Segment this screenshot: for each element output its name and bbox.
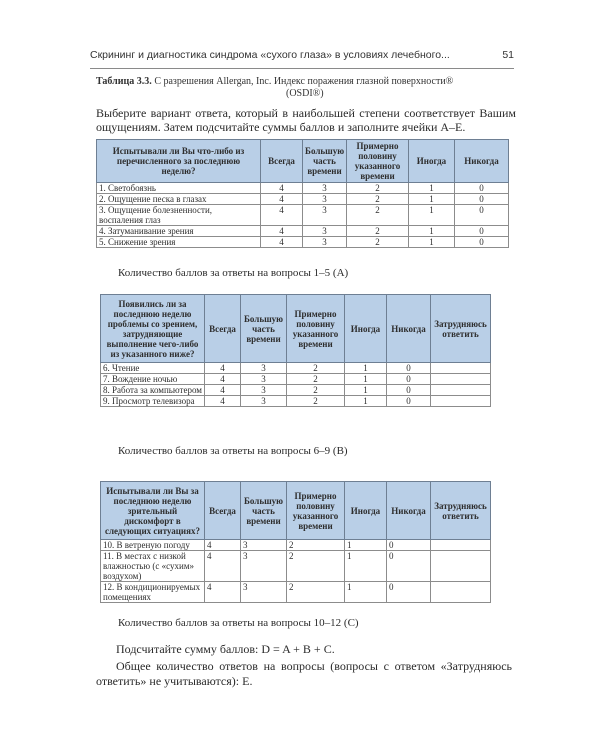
score-cell[interactable]: 2 xyxy=(347,237,409,248)
score-cell[interactable]: 4 xyxy=(205,582,241,603)
score-cell[interactable]: 0 xyxy=(387,551,431,582)
score-sum-c-label: Количество баллов за ответы на вопросы 10–12 (C) xyxy=(118,617,359,629)
score-cell[interactable]: 1 xyxy=(345,582,387,603)
column-header-question: Испытывали ли Вы за последнюю неделю зрительный дискомфорт в следующих ситуациях? xyxy=(101,482,205,540)
score-cell[interactable]: 1 xyxy=(345,396,387,407)
question-cell: 3. Ощущение болезненности, воспаления глаз xyxy=(97,205,261,226)
score-cell[interactable]: 1 xyxy=(409,183,455,194)
score-cell[interactable]: 4 xyxy=(205,363,241,374)
question-cell: 5. Снижение зрения xyxy=(97,237,261,248)
total-sum-instruction: Подсчитайте сумму баллов: D = A + B + C. xyxy=(116,642,335,656)
score-cell[interactable]: 2 xyxy=(287,540,345,551)
question-cell: 12. В кондиционируемых помещениях xyxy=(101,582,205,603)
question-cell: 2. Ощущение песка в глазах xyxy=(97,194,261,205)
column-header-always: Всегда xyxy=(205,295,241,363)
table-header-row xyxy=(101,482,491,540)
table-row xyxy=(97,205,509,226)
column-header-most-time: Большую часть времени xyxy=(241,295,287,363)
score-cell[interactable]: 2 xyxy=(287,396,345,407)
score-cell[interactable]: 0 xyxy=(455,226,509,237)
cannot-answer-cell[interactable] xyxy=(431,396,491,407)
score-cell[interactable]: 1 xyxy=(345,374,387,385)
table-caption-label: Таблица 3.3. xyxy=(96,76,152,87)
score-sum-a-label: Количество баллов за ответы на вопросы 1–5 (A) xyxy=(118,267,349,279)
score-cell[interactable]: 0 xyxy=(387,540,431,551)
score-cell[interactable]: 1 xyxy=(409,194,455,205)
table-row xyxy=(101,363,491,374)
column-header-always: Всегда xyxy=(205,482,241,540)
score-cell[interactable]: 4 xyxy=(261,183,303,194)
score-cell[interactable]: 3 xyxy=(303,194,347,205)
page-number: 51 xyxy=(502,49,514,61)
score-cell[interactable]: 0 xyxy=(455,205,509,226)
table-row xyxy=(101,551,491,582)
table-row xyxy=(101,396,491,407)
cannot-answer-cell[interactable] xyxy=(431,363,491,374)
score-cell[interactable]: 0 xyxy=(455,183,509,194)
cannot-answer-cell[interactable] xyxy=(431,540,491,551)
score-cell[interactable]: 3 xyxy=(303,205,347,226)
column-header-sometimes: Иногда xyxy=(409,140,455,183)
score-cell[interactable]: 3 xyxy=(303,183,347,194)
score-cell[interactable]: 4 xyxy=(261,237,303,248)
column-header-cannot-answer: Затрудняюсь ответить xyxy=(431,295,491,363)
score-cell[interactable]: 1 xyxy=(409,237,455,248)
score-cell[interactable]: 0 xyxy=(455,237,509,248)
score-sum-b-label: Количество баллов за ответы на вопросы 6–9 (B) xyxy=(118,445,348,457)
question-cell: 4. Затуманивание зрения xyxy=(97,226,261,237)
column-header-question: Появились ли за последнюю неделю проблемы со зрением, затрудняющие выполнение чего-либо из указанного ниже? xyxy=(101,295,205,363)
score-cell[interactable]: 4 xyxy=(205,551,241,582)
score-cell[interactable]: 4 xyxy=(205,385,241,396)
column-header-question: Испытывали ли Вы что-либо из перечисленного за последнюю неделю? xyxy=(97,140,261,183)
score-cell[interactable]: 0 xyxy=(387,385,431,396)
score-cell[interactable]: 3 xyxy=(241,363,287,374)
column-header-never: Никогда xyxy=(387,482,431,540)
score-cell[interactable]: 3 xyxy=(303,237,347,248)
column-header-sometimes: Иногда xyxy=(345,482,387,540)
score-cell[interactable]: 3 xyxy=(303,226,347,237)
running-header-title: Скрининг и диагностика синдрома «сухого глаза» в условиях лечебного... xyxy=(90,49,450,61)
question-cell: 1. Светобоязнь xyxy=(97,183,261,194)
score-cell[interactable]: 4 xyxy=(261,194,303,205)
score-cell[interactable]: 2 xyxy=(347,226,409,237)
score-cell[interactable]: 3 xyxy=(241,582,287,603)
cannot-answer-cell[interactable] xyxy=(431,374,491,385)
instructions-paragraph: Выберите вариант ответа, который в наибольшей степени соответствует Вашим ощущениям. Затем подсчитайте суммы баллов и заполните ячейки A–E. xyxy=(96,106,516,134)
score-cell[interactable]: 3 xyxy=(241,551,287,582)
score-cell[interactable]: 4 xyxy=(261,205,303,226)
table-row xyxy=(97,226,509,237)
column-header-half-time: Примерно половину указанного времени xyxy=(287,482,345,540)
score-cell[interactable]: 2 xyxy=(287,363,345,374)
questionnaire-table-1 xyxy=(96,139,509,248)
table-caption xyxy=(96,76,516,100)
question-cell: 11. В местах с низкой влажностью (с «сухим» воздухом) xyxy=(101,551,205,582)
table-caption-line2: (OSDI®) xyxy=(286,88,324,99)
cannot-answer-cell[interactable] xyxy=(431,385,491,396)
column-header-half-time: Примерно половину указанного времени xyxy=(347,140,409,183)
score-cell[interactable]: 4 xyxy=(205,374,241,385)
table-row xyxy=(97,237,509,248)
running-header xyxy=(90,46,514,69)
table-row xyxy=(97,183,509,194)
column-header-always: Всегда xyxy=(261,140,303,183)
question-cell: 10. В ветреную погоду xyxy=(101,540,205,551)
score-cell[interactable]: 4 xyxy=(205,540,241,551)
score-cell[interactable]: 2 xyxy=(287,582,345,603)
questionnaire-table-2 xyxy=(100,294,491,407)
question-cell: 7. Вождение ночью xyxy=(101,374,205,385)
score-cell[interactable]: 0 xyxy=(387,363,431,374)
score-cell[interactable]: 1 xyxy=(345,385,387,396)
column-header-half-time: Примерно половину указанного времени xyxy=(287,295,345,363)
score-cell[interactable]: 4 xyxy=(205,396,241,407)
column-header-never: Никогда xyxy=(455,140,509,183)
score-cell[interactable]: 3 xyxy=(241,374,287,385)
score-cell[interactable]: 2 xyxy=(347,205,409,226)
table-header-row xyxy=(101,295,491,363)
column-header-most-time: Большую часть времени xyxy=(241,482,287,540)
score-cell[interactable]: 2 xyxy=(287,374,345,385)
column-header-cannot-answer: Затрудняюсь ответить xyxy=(431,482,491,540)
cannot-answer-cell[interactable] xyxy=(431,551,491,582)
table-header-row xyxy=(97,140,509,183)
answer-count-instruction: Общее количество ответов на вопросы (вопросы с ответом «Затрудняюсь ответить» не учитываются): E. xyxy=(96,659,512,688)
score-cell[interactable]: 4 xyxy=(261,226,303,237)
score-cell[interactable]: 0 xyxy=(387,396,431,407)
score-cell[interactable]: 1 xyxy=(345,363,387,374)
score-cell[interactable]: 1 xyxy=(345,551,387,582)
question-cell: 8. Работа за компьютером xyxy=(101,385,205,396)
cannot-answer-cell[interactable] xyxy=(431,582,491,603)
table-row xyxy=(101,385,491,396)
score-cell[interactable]: 1 xyxy=(409,226,455,237)
score-cell[interactable]: 1 xyxy=(345,540,387,551)
table-row xyxy=(97,194,509,205)
table-row xyxy=(101,374,491,385)
question-cell: 9. Просмотр телевизора xyxy=(101,396,205,407)
column-header-never: Никогда xyxy=(387,295,431,363)
score-cell[interactable]: 2 xyxy=(347,183,409,194)
score-cell[interactable]: 0 xyxy=(387,374,431,385)
table-caption-text: С разрешения Allergan, Inc. Индекс поражения глазной поверхности® xyxy=(154,76,454,87)
table-row xyxy=(101,540,491,551)
column-header-most-time: Большую часть времени xyxy=(303,140,347,183)
score-cell[interactable]: 3 xyxy=(241,540,287,551)
question-cell: 6. Чтение xyxy=(101,363,205,374)
score-cell[interactable]: 3 xyxy=(241,385,287,396)
score-cell[interactable]: 0 xyxy=(387,582,431,603)
questionnaire-table-3 xyxy=(100,481,491,603)
score-cell[interactable]: 2 xyxy=(347,194,409,205)
score-cell[interactable]: 3 xyxy=(241,396,287,407)
table-row xyxy=(101,582,491,603)
score-cell[interactable]: 1 xyxy=(409,205,455,226)
score-cell[interactable]: 0 xyxy=(455,194,509,205)
score-cell[interactable]: 2 xyxy=(287,551,345,582)
column-header-sometimes: Иногда xyxy=(345,295,387,363)
score-cell[interactable]: 2 xyxy=(287,385,345,396)
